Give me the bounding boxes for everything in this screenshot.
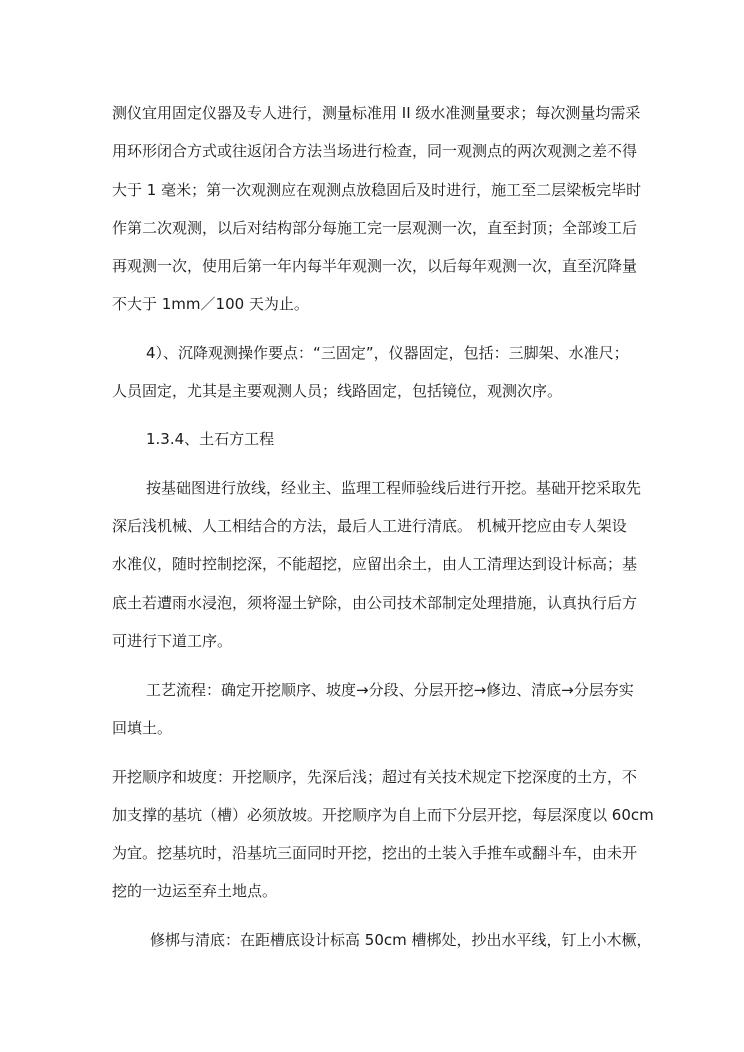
text-line: 按基础图进行放线，经业主、监理工程师验线后进行开挖。基础开挖采取先 <box>146 479 642 497</box>
text-line: 回填土。 <box>112 719 173 737</box>
text-line: 加支撑的基坑（槽）必须放坡。开挖顺序为自上而下分层开挖，每层深度以 60cm <box>112 806 654 824</box>
text-line: 开挖顺序和坡度：开挖顺序，先深后浅；超过有关技术规定下挖深度的土方，不 <box>112 768 638 786</box>
text-line: 工艺流程：确定开挖顺序、坡度→分段、分层开挖→修边、清底→分层夯实 <box>146 681 634 699</box>
text-line: 为宜。挖基坑时，沿基坑三面同时开挖，挖出的土装入手推车或翻斗车，由未开 <box>112 844 638 862</box>
section-heading: 1.3.4、土石方工程 <box>146 430 275 448</box>
text-line: 作第二次观测，以后对结构部分每施工完一层观测一次，直至封顶；全部竣工后 <box>112 219 638 237</box>
text-line: 用环形闭合方式或往返闭合方法当场进行检查，同一观测点的两次观测之差不得 <box>112 142 638 160</box>
text-line: 大于 1 毫米；第一次观测应在观测点放稳固后及时进行，施工至二层梁板完毕时 <box>112 181 642 199</box>
text-line: 深后浅机械、人工相结合的方法，最后人工进行清底。 机械开挖应由专人架设 <box>112 517 627 535</box>
text-line: 再观测一次，使用后第一年内每半年观测一次，以后每年观测一次，直至沉降量 <box>112 257 638 275</box>
text-line: 挖的一边运至弃土地点。 <box>112 882 278 900</box>
text-line: 4）、沉降观测操作要点：“三固定”，仪器固定，包括：三脚架、水准尺； <box>146 344 629 362</box>
text-line: 修梆与清底：在距槽底设计标高 50cm 槽梆处，抄出水平线，钉上小木橛， <box>150 931 652 949</box>
text-line: 可进行下道工序。 <box>112 632 233 650</box>
text-line: 人员固定，尤其是主要观测人员；线路固定，包括镜位，观测次序。 <box>112 382 563 400</box>
text-line: 水准仪，随时控制挖深，不能超挖，应留出余土，由人工清理达到设计标高；基 <box>112 555 638 573</box>
text-line: 测仪宜用固定仪器及专人进行，测量标准用 II 级水准测量要求；每次测量均需采 <box>112 104 641 122</box>
text-line: 底土若遭雨水浸泡，须将湿土铲除，由公司技术部制定处理措施，认真执行后方 <box>112 594 638 612</box>
text-line: 不大于 1mm／100 天为止。 <box>112 295 309 313</box>
